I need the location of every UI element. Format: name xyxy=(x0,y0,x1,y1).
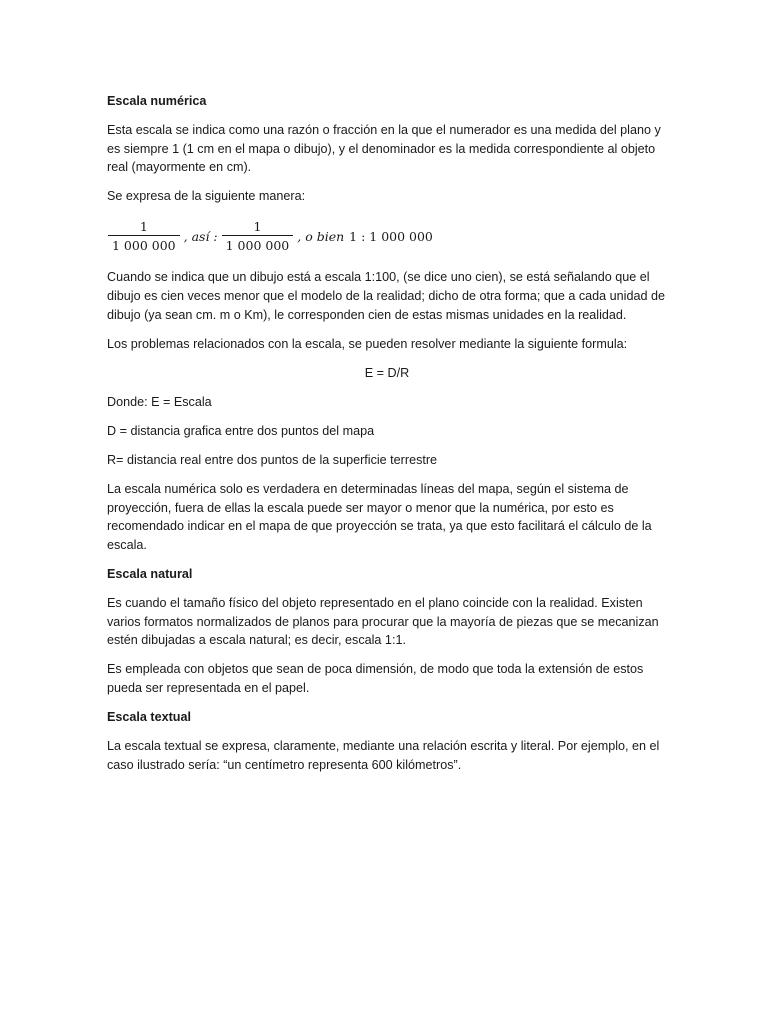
fraction-1-numerator: 1 xyxy=(139,219,148,235)
definition-r: R= distancia real entre dos puntos de la superficie terrestre xyxy=(107,453,438,468)
heading-escala-textual: Escala textual xyxy=(107,710,192,725)
paragraph-se-expresa: Se expresa de la siguiente manera: xyxy=(107,189,306,204)
paragraph-empleada: Es empleada con objetos que sean de poca dimensión, de modo que toda la extensión de estos pueda ser representada en el papel. xyxy=(107,662,644,696)
definition-d: D = distancia grafica entre dos puntos del mapa xyxy=(107,424,375,439)
formula-asi: , así : xyxy=(183,228,218,244)
paragraph-escala-1-100: Cuando se indica que un dibujo está a escala 1:100, (se dice uno cien), se está señalando que el dibujo es cien veces menor que el modelo de la realidad; dicho de otra forma; que a cada unidad de dibujo (ya sean cm. m o Km), le corresponden cien de estas mismas unidades en la realidad. xyxy=(107,270,665,322)
fraction-1 xyxy=(108,219,180,253)
heading-escala-numerica: Escala numérica xyxy=(107,94,207,108)
fraction-2-numerator: 1 xyxy=(253,219,262,235)
definition-e: Donde: E = Escala xyxy=(107,394,212,409)
heading-escala-natural: Escala natural xyxy=(107,567,193,582)
formula-ratio: 1 : 1 000 000 xyxy=(349,228,433,244)
formula-e-d-r: E = D/R xyxy=(364,365,410,380)
paragraph-problemas: Los problemas relacionados con la escala, se pueden resolver mediante la siguiente formula: xyxy=(107,336,628,351)
paragraph-verdadera: La escala numérica solo es verdadera en determinadas líneas del mapa, según el sistema de proyección, fuera de ellas la escala puede ser mayor o menor que la numérica, por esto es recomendado indicar en el mapa de que proyección se trata, ya que esto facilitará el cálculo de la escala. xyxy=(107,482,652,552)
formula-obien: , o bien xyxy=(297,228,345,244)
fraction-2-denominator: 1 000 000 xyxy=(222,235,294,253)
paragraph-natural: Es cuando el tamaño físico del objeto representado en el plano coincide con la realidad. Existen varios formatos normalizados de planos para procurar que la mayoría de piezas que se mecanizan estén dibujadas a escala natural; es decir, escala 1:1. xyxy=(107,596,659,648)
fraction-2 xyxy=(222,219,294,253)
scale-formula xyxy=(107,216,667,256)
paragraph-textual: La escala textual se expresa, claramente, mediante una relación escrita y literal. Por ejemplo, en el caso ilustrado sería: “un centímetro representa 600 kilómetros”. xyxy=(107,739,660,772)
document-body xyxy=(107,92,667,785)
fraction-1-denominator: 1 000 000 xyxy=(108,235,180,253)
paragraph-definicion: Esta escala se indica como una razón o fracción en la que el numerador es una medida del plano y es siempre 1 (1 cm en el mapa o dibujo), y el denominador es la medida correspondiente al objeto real (mayormente en cm). xyxy=(107,123,661,175)
